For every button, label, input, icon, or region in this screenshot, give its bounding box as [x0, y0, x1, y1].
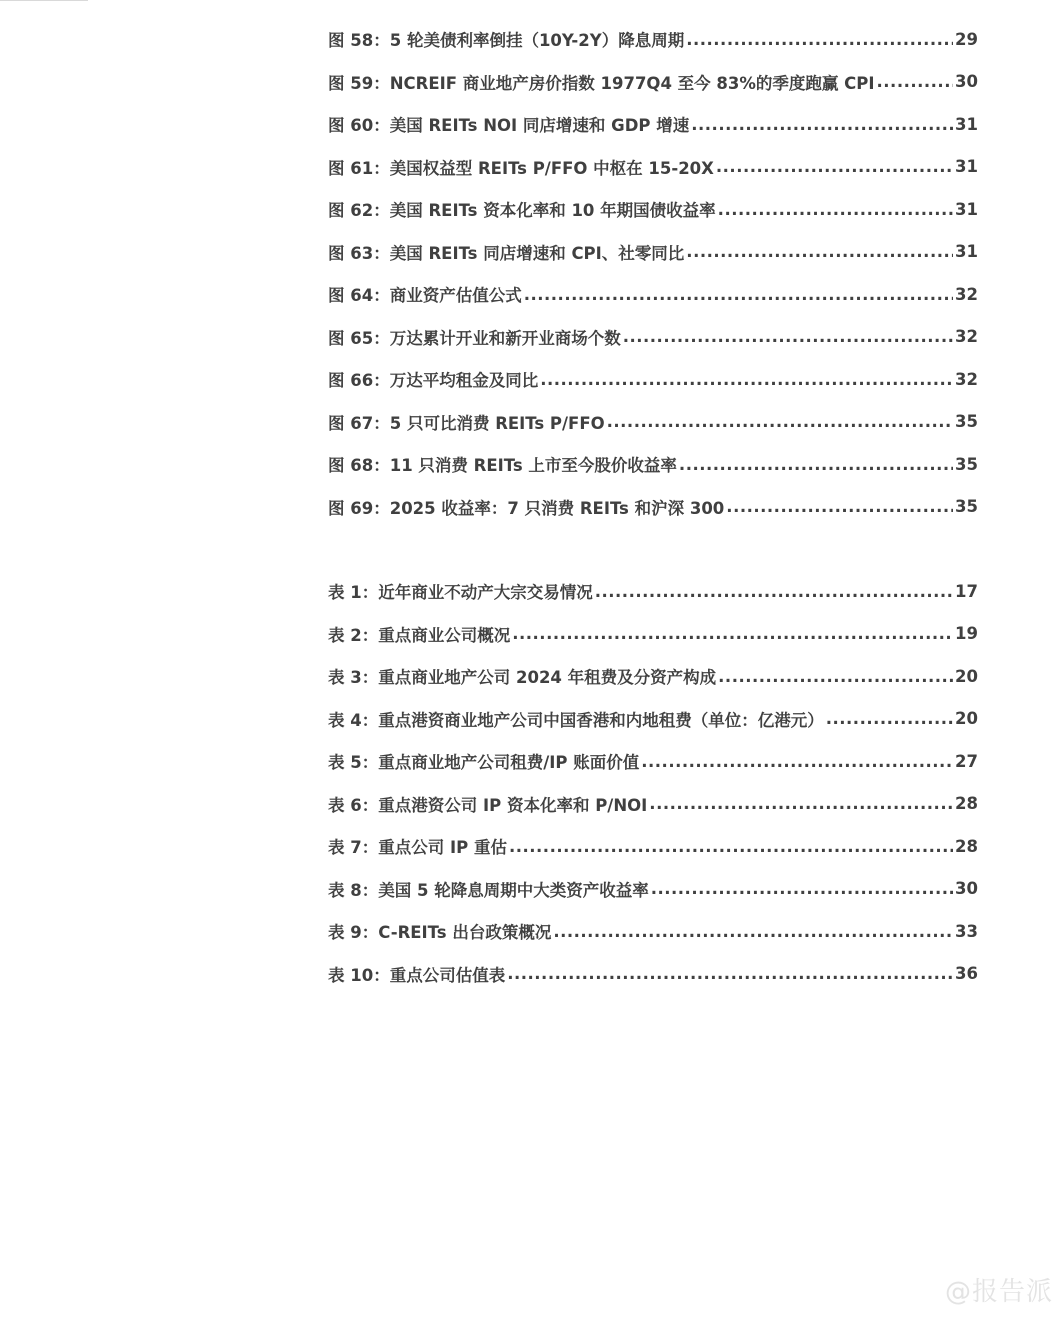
toc-leader	[507, 964, 953, 983]
toc-leader	[716, 157, 953, 176]
toc-page-number: 31	[955, 114, 978, 134]
toc-leader	[826, 709, 953, 728]
toc-page-number: 32	[955, 369, 978, 389]
toc-entry[interactable]	[328, 570, 978, 613]
toc-entry-title: 表 9：C-REITs 出台政策概况	[328, 923, 552, 943]
figure-index	[328, 18, 978, 528]
toc-entry-title: 图 63：美国 REITs 同店增速和 CPI、社零同比	[328, 243, 685, 263]
toc-leader	[651, 879, 953, 898]
toc-leader	[691, 115, 953, 134]
toc-leader	[607, 412, 953, 431]
toc-leader	[641, 752, 953, 771]
toc-leader	[553, 922, 953, 941]
top-rule	[0, 0, 88, 1]
toc-page-number: 36	[955, 964, 978, 984]
toc-entry-title: 表 10：重点公司估值表	[328, 965, 506, 985]
toc-entry[interactable]	[328, 698, 978, 741]
toc-entry-title: 表 7：重点公司 IP 重估	[328, 838, 507, 858]
toc-leader	[686, 242, 953, 261]
toc-leader	[512, 624, 953, 643]
toc-entry[interactable]	[328, 910, 978, 953]
toc-entry[interactable]	[328, 61, 978, 104]
toc-entry-title: 图 58：5 轮美债利率倒挂（10Y-2Y）降息周期	[328, 31, 685, 51]
table-index	[328, 570, 978, 995]
toc-entry[interactable]	[328, 486, 978, 529]
toc-entry-title: 表 6：重点港资公司 IP 资本化率和 P/NOI	[328, 795, 648, 815]
toc-page-number: 35	[955, 497, 978, 517]
toc-entry[interactable]	[328, 868, 978, 911]
toc-page-number: 17	[955, 581, 978, 601]
toc-entry[interactable]	[328, 146, 978, 189]
toc-entry-title: 表 5：重点商业地产公司租费/IP 账面价值	[328, 753, 640, 773]
toc-entry-title: 图 60：美国 REITs NOI 同店增速和 GDP 增速	[328, 116, 690, 136]
toc-page-number: 20	[955, 666, 978, 686]
toc-leader	[718, 667, 953, 686]
toc-entry-title: 图 65：万达累计开业和新开业商场个数	[328, 328, 621, 348]
toc-page-number: 31	[955, 199, 978, 219]
toc-leader	[540, 370, 953, 389]
toc-leader	[524, 285, 953, 304]
toc-entry-title: 图 66：万达平均租金及同比	[328, 371, 539, 391]
toc-entry-title: 图 64：商业资产估值公式	[328, 286, 522, 306]
toc-page-number: 30	[955, 72, 978, 92]
toc-entry-title: 图 62：美国 REITs 资本化率和 10 年期国债收益率	[328, 201, 716, 221]
toc-entry[interactable]	[328, 443, 978, 486]
toc-entry[interactable]	[328, 401, 978, 444]
toc-entry-title: 图 61：美国权益型 REITs P/FFO 中枢在 15-20X	[328, 158, 714, 178]
toc-page-number: 29	[955, 29, 978, 49]
toc-entry-title: 图 68：11 只消费 REITs 上市至今股价收益率	[328, 456, 677, 476]
toc-page-number: 30	[955, 879, 978, 899]
toc-page-number: 20	[955, 709, 978, 729]
toc-entry-title: 表 2：重点商业公司概况	[328, 625, 511, 645]
toc-entry[interactable]	[328, 18, 978, 61]
toc-leader	[509, 837, 953, 856]
toc-leader	[679, 455, 953, 474]
toc-entry-title: 图 67：5 只可比消费 REITs P/FFO	[328, 413, 605, 433]
toc-entry[interactable]	[328, 740, 978, 783]
toc-page-number: 31	[955, 157, 978, 177]
toc-page-number: 35	[955, 412, 978, 432]
toc-entry-title: 表 1：近年商业不动产大宗交易情况	[328, 583, 593, 603]
watermark: @报告派	[944, 1277, 1053, 1307]
toc-entry-title: 表 3：重点商业地产公司 2024 年租费及分资产构成	[328, 668, 717, 688]
toc-entry-title: 表 4：重点港资商业地产公司中国香港和内地租费（单位：亿港元）	[328, 710, 824, 730]
toc-entry[interactable]	[328, 103, 978, 146]
toc-page-number: 28	[955, 794, 978, 814]
toc-entry-title: 图 69：2025 收益率：7 只消费 REITs 和沪深 300	[328, 498, 725, 518]
toc-leader	[718, 200, 953, 219]
toc-page-number: 33	[955, 921, 978, 941]
toc-entry-title: 表 8：美国 5 轮降息周期中大类资产收益率	[328, 880, 649, 900]
toc-page-number: 19	[955, 624, 978, 644]
toc-page-number: 28	[955, 836, 978, 856]
toc-page-number: 31	[955, 242, 978, 262]
toc-leader	[877, 72, 954, 91]
toc-entry[interactable]	[328, 316, 978, 359]
toc-leader	[595, 582, 953, 601]
toc-leader	[726, 497, 953, 516]
toc-entry[interactable]	[328, 953, 978, 996]
toc-entry[interactable]	[328, 613, 978, 656]
toc-entry[interactable]	[328, 655, 978, 698]
toc-entry[interactable]	[328, 825, 978, 868]
toc-leader	[686, 30, 953, 49]
toc-page-number: 32	[955, 284, 978, 304]
toc-entry[interactable]	[328, 783, 978, 826]
toc-leader	[649, 794, 953, 813]
toc-page-number: 32	[955, 327, 978, 347]
toc-page-number: 27	[955, 751, 978, 771]
toc-page-number: 35	[955, 454, 978, 474]
toc-entry[interactable]	[328, 358, 978, 401]
toc-entry[interactable]	[328, 231, 978, 274]
toc-entry[interactable]	[328, 273, 978, 316]
toc-entry-title: 图 59：NCREIF 商业地产房价指数 1977Q4 至今 83%的季度跑赢 CPI	[328, 73, 875, 93]
toc-leader	[623, 327, 953, 346]
toc-entry[interactable]	[328, 188, 978, 231]
